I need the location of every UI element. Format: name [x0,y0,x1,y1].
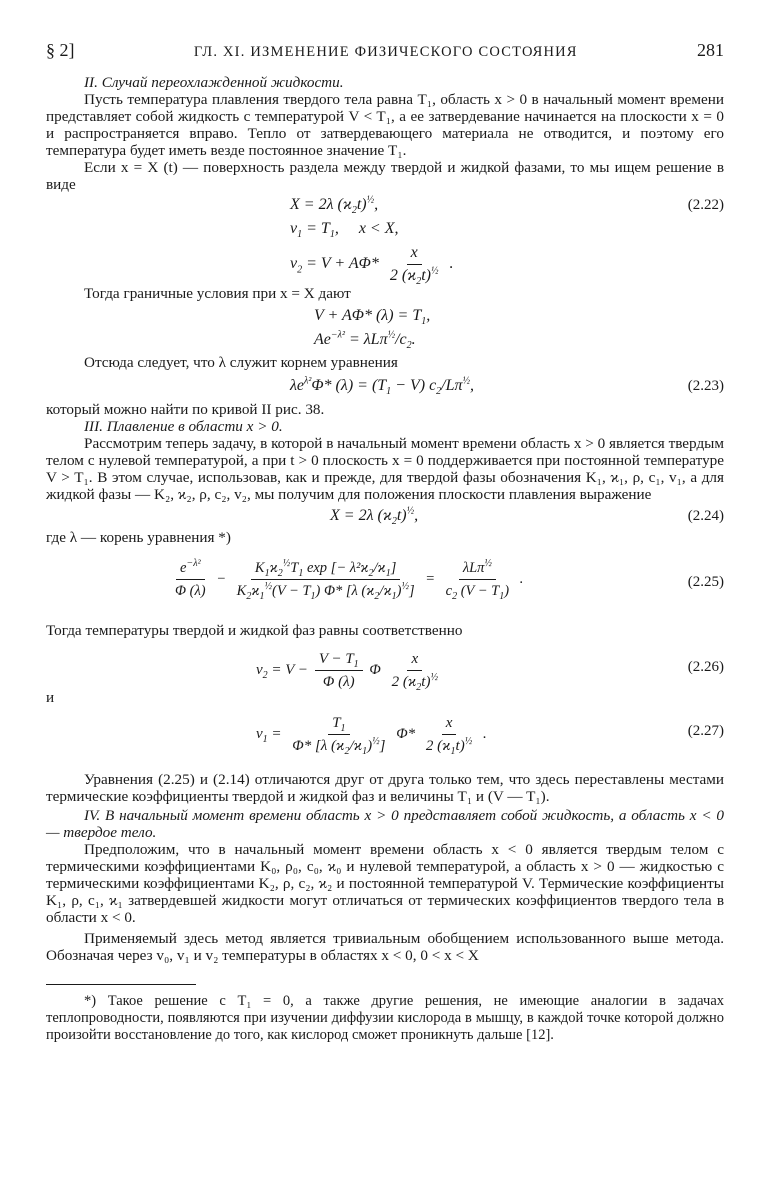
case3-paragraph-1: Рассмотрим теперь задачу, в которой в начальный момент времени область x > 0 является твердым телом с нулевой температурой, а при t > 0 плоскость x = 0 поддерживается при постоянной температуре V > T₁. В этом случае, использовав, как и прежде, для твердой фазы обозначения K₁, ϰ₁, ρ, c₁, v₁, а для жидкой фазы — K₂, ϰ₂, ρ, c₂, v₂, мы получим для положения плоскости плавления выражение [46,435,724,503]
footnote-rule [46,984,196,985]
footnote: *) Такое решение с T₁ = 0, а также другие решения, не имеющие аналогии в задачах теплопроводности, появляются при изучении диффузии кислорода в мышцу, в каждой точке которой должно произойти восстановление до того, как кислород сможет проникнуть дальше [12]. [46,993,724,1043]
chapter-title: ГЛ. XI. ИЗМЕНЕНИЕ ФИЗИЧЕСКОГО СОСТОЯНИЯ [193,44,578,60]
running-header [46,40,724,66]
section-marker: § 2] [46,40,75,60]
case2-heading: II. Случай переохлажденной жидкости. [84,74,344,91]
case2-paragraph-2: Если x = X (t) — поверхность раздела между твердой и жидкой фазами, то мы ищем решение в виде [46,159,724,193]
equation-2-22: X = 2λ $(ϰ_2t)^{\frac{1}{2}}$, $v_1 = T_1$, x < X, $v_2 = V + A\Phi*$ $\frac{x}{2 (ϰ_2t)^{\frac{1}{2}}}$ . (2.22) [290,194,724,288]
case4-paragraph-2: Применяемый здесь метод является тривиальным обобщением использованного выше метода. Обозначая через v₀, v₁ и v₂ температуры в областях x < 0, 0 < x < X [46,930,724,964]
case3-paragraph-3: Тогда температуры твердой и жидкой фаз равны соответственно [46,622,463,639]
eq-number-2-25: (2.25) [687,574,724,590]
case4-paragraph-1: Предположим, что в начальный момент времени область x < 0 является твердым телом с термическими коэффициентами K₀, ρ₀, c₀, ϰ₀ и нулевой температурой, а область x > 0 — жидкостью с термическими коэффициентами K₂, ρ, c₂, ϰ₂ и постоянной температурой V. Термические коэффициенты K₁, ρ, c₁, ϰ₁ затвердевшей жидкости могут отличаться от термических коэффициентов твердого тела в области x < 0. [46,841,724,926]
case3-paragraph-4: Уравнения (2.25) и (2.14) отличаются друг от друга только тем, что здесь переставлены местами термические коэффициенты твердой и жидкой фаз и величины T₁ и (V — T₁). [46,771,724,805]
page-number: 281 [696,40,724,60]
boundary-conditions: V + AΦ* $(\lambda) = T_1$, $Ae^{-\lambda^2} = \lambda L\pi^{\frac{1}{2}}/c_2$. [314,307,431,352]
case4-heading: IV. В начальный момент времени область x > 0 представляет собой жидкость, а область x < 0 — твердое тело. [46,807,724,841]
eq-number-2-22: (2.22) [687,197,724,213]
eq-number-2-24: (2.24) [687,508,724,524]
equation-2-23: $\lambda e^{\lambda^2}\Phi*$ $(\lambda) = (T_1 - V)$ $c_2/L\pi^{\frac{1}{2}}$, (2.23) [290,375,724,398]
case2-paragraph-3: Тогда граничные условия при x = X дают [84,285,351,302]
equation-2-26: $v_2 = V$ − $\frac{V - T_1}{\Phi (\lambda)}$ Φ $\frac{x}{2 (ϰ_2t)^{\frac{1}{2}}}$ (2.26) [256,651,724,693]
case3-heading: III. Плавление в области x > 0. [84,418,283,435]
page [46,40,724,1044]
equation-2-24: X = 2λ $(ϰ_2t)^{\frac{1}{2}}$, (2.24) [330,505,724,528]
case2-paragraph-1: Пусть температура плавления твердого тела равна T₁, область x > 0 в начальный момент времени представляет собой жидкость с температурой V < T₁, а ее затвердевание начинается на плоскости x = 0 и распространяется вправо. Тепло от затвердевающего материала не отводится, и поэтому его температура будет иметь везде постоянное значение T₁. [46,91,724,159]
equation-2-27: $v_1$ = $\frac{T_1}{\Phi* [\lambda (ϰ_2/ϰ_1)^{\frac{1}{2}}]}$ Φ* $\frac{x}{2 (ϰ_1t)^{\frac{1}{2}}}$ . (2.27) [256,715,724,757]
equation-2-25: $\frac{e^{-\lambda^2}}{\Phi (\lambda)}$ − $\frac{K_1ϰ_2^{\frac{1}{2}}T_1 \exp [- \lambda^2ϰ_2/ϰ_1]}{K_2ϰ_1^{\frac{1}{2}}(V - T_1) \Phi* [\lambda (ϰ_2/ϰ_1)^{\frac{1}{2}}]}$ = $\frac{\lambda L\pi^{\frac{1}{2}}}{c_2 (V - T_1)}$ . (2.25) [175,558,724,602]
case2-paragraph-4: Отсюда следует, что λ служит корнем уравнения [84,354,398,371]
case3-paragraph-2: где λ — корень уравнения *) [46,529,231,546]
eq-number-2-27: (2.27) [687,723,724,739]
case2-paragraph-5: который можно найти по кривой II рис. 38. [46,401,325,418]
eq-number-2-23: (2.23) [687,378,724,394]
eq-number-2-26: (2.26) [687,659,724,675]
conjunction-and: и [46,689,55,706]
